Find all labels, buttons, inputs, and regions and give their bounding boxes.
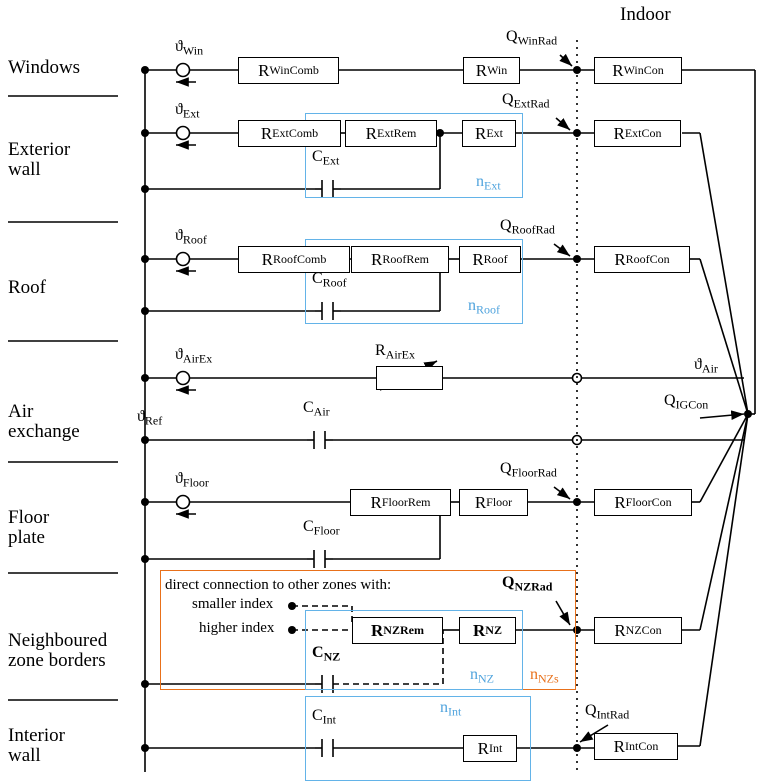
flux-q-igcon-label: $Q_{IGCon}$ xyxy=(664,392,709,412)
resistor-r-nz[interactable]: R NZ xyxy=(459,617,516,644)
resistor-r-win[interactable]: R Win xyxy=(463,57,520,84)
group-count-n-roof: $n_{Roof}$ xyxy=(468,297,500,317)
capacitor-c-ext-label: $C_{Ext}$ xyxy=(312,148,340,168)
flux-q-intrad-label: $Q_{IntRad}$ xyxy=(585,702,630,722)
row-label-interior-wall: Interior wall xyxy=(8,725,65,766)
group-count-n-nz: $n_{NZ}$ xyxy=(470,666,494,686)
capacitor-c-air-label: $C_{Air}$ xyxy=(303,399,330,419)
nz-smaller-index-text: smaller index xyxy=(192,596,274,612)
flux-q-floorrad-label: $Q_{FloorRad}$ xyxy=(500,460,557,480)
resistor-r-roof[interactable]: R Roof xyxy=(459,246,521,273)
capacitor-c-int-label: $C_{Int}$ xyxy=(312,707,337,727)
source-theta-win-label: $ϑ_{Win}$ xyxy=(175,38,204,58)
group-count-n-nzs: $n_{NZs}$ xyxy=(530,666,559,686)
resistor-r-wincomb[interactable]: R WinComb xyxy=(238,57,339,84)
flux-q-nzrad-label: $Q_{NZRad}$ xyxy=(502,574,553,594)
nz-higher-index-text: higher index xyxy=(199,620,275,636)
flux-q-roofrad-label: $Q_{RoofRad}$ xyxy=(500,217,555,237)
capacitor-c-floor-label: $C_{Floor}$ xyxy=(303,518,340,538)
resistor-r-nzrem[interactable]: R NZRem xyxy=(352,617,443,644)
source-theta-ext-label: $ϑ_{Ext}$ xyxy=(175,101,200,121)
row-label-air-exchange: Air exchange xyxy=(8,401,80,442)
group-count-n-ext: $n_{Ext}$ xyxy=(476,173,501,193)
resistor-r-intcon[interactable]: R IntCon xyxy=(594,733,678,760)
capacitor-c-nz-label: $C_{NZ}$ xyxy=(312,644,341,664)
source-theta-roof-label: $ϑ_{Roof}$ xyxy=(175,227,207,247)
resistor-r-extcon[interactable]: R ExtCon xyxy=(594,120,681,147)
resistor-r-roofrem[interactable]: R RoofRem xyxy=(351,246,449,273)
flux-q-winrad-label: $Q_{WinRad}$ xyxy=(506,28,558,48)
source-theta-airex-label: $ϑ_{AirEx}$ xyxy=(175,346,213,366)
resistor-r-roofcomb[interactable]: R RoofComb xyxy=(238,246,350,273)
resistor-r-floor[interactable]: R Floor xyxy=(459,489,528,516)
node-theta-air-label: $ϑ_{Air}$ xyxy=(694,356,718,376)
flux-q-extrad-label: $Q_{ExtRad}$ xyxy=(502,91,550,111)
resistor-r-nzcon[interactable]: R NZCon xyxy=(594,617,682,644)
resistor-r-floorcon[interactable]: R FloorCon xyxy=(594,489,692,516)
source-theta-floor-label: $ϑ_{Floor}$ xyxy=(175,470,209,490)
resistor-r-wincon[interactable]: R WinCon xyxy=(594,57,682,84)
resistor-r-roofcon[interactable]: R RoofCon xyxy=(594,246,690,273)
row-label-windows: Windows xyxy=(8,57,81,78)
row-label-floor-plate: Floor plate xyxy=(8,507,50,548)
resistor-r-int[interactable]: R Int xyxy=(463,735,517,762)
capacitor-c-roof-label: $C_{Roof}$ xyxy=(312,270,347,290)
row-label-neighboured-zone-borders: Neighboured zone borders xyxy=(8,630,108,671)
resistor-r-airex-variable[interactable] xyxy=(376,366,443,390)
resistor-r-floorrem[interactable]: R FloorRem xyxy=(350,489,451,516)
resistor-r-ext[interactable]: R Ext xyxy=(462,120,516,147)
row-label-roof: Roof xyxy=(8,277,46,298)
nz-note-text: direct connection to other zones with: xyxy=(165,577,392,593)
resistor-r-extcomb[interactable]: R ExtComb xyxy=(238,120,341,147)
group-count-n-int: $n_{Int}$ xyxy=(440,699,462,719)
page-title: Indoor xyxy=(620,4,671,25)
row-label-exterior-wall: Exterior wall xyxy=(8,139,71,180)
resistor-r-extrem[interactable]: R ExtRem xyxy=(345,120,437,147)
source-theta-ref-label: $ϑ_{Ref}$ xyxy=(137,408,163,428)
resistor-r-airex-label: $R_{AirEx}$ xyxy=(375,342,415,362)
